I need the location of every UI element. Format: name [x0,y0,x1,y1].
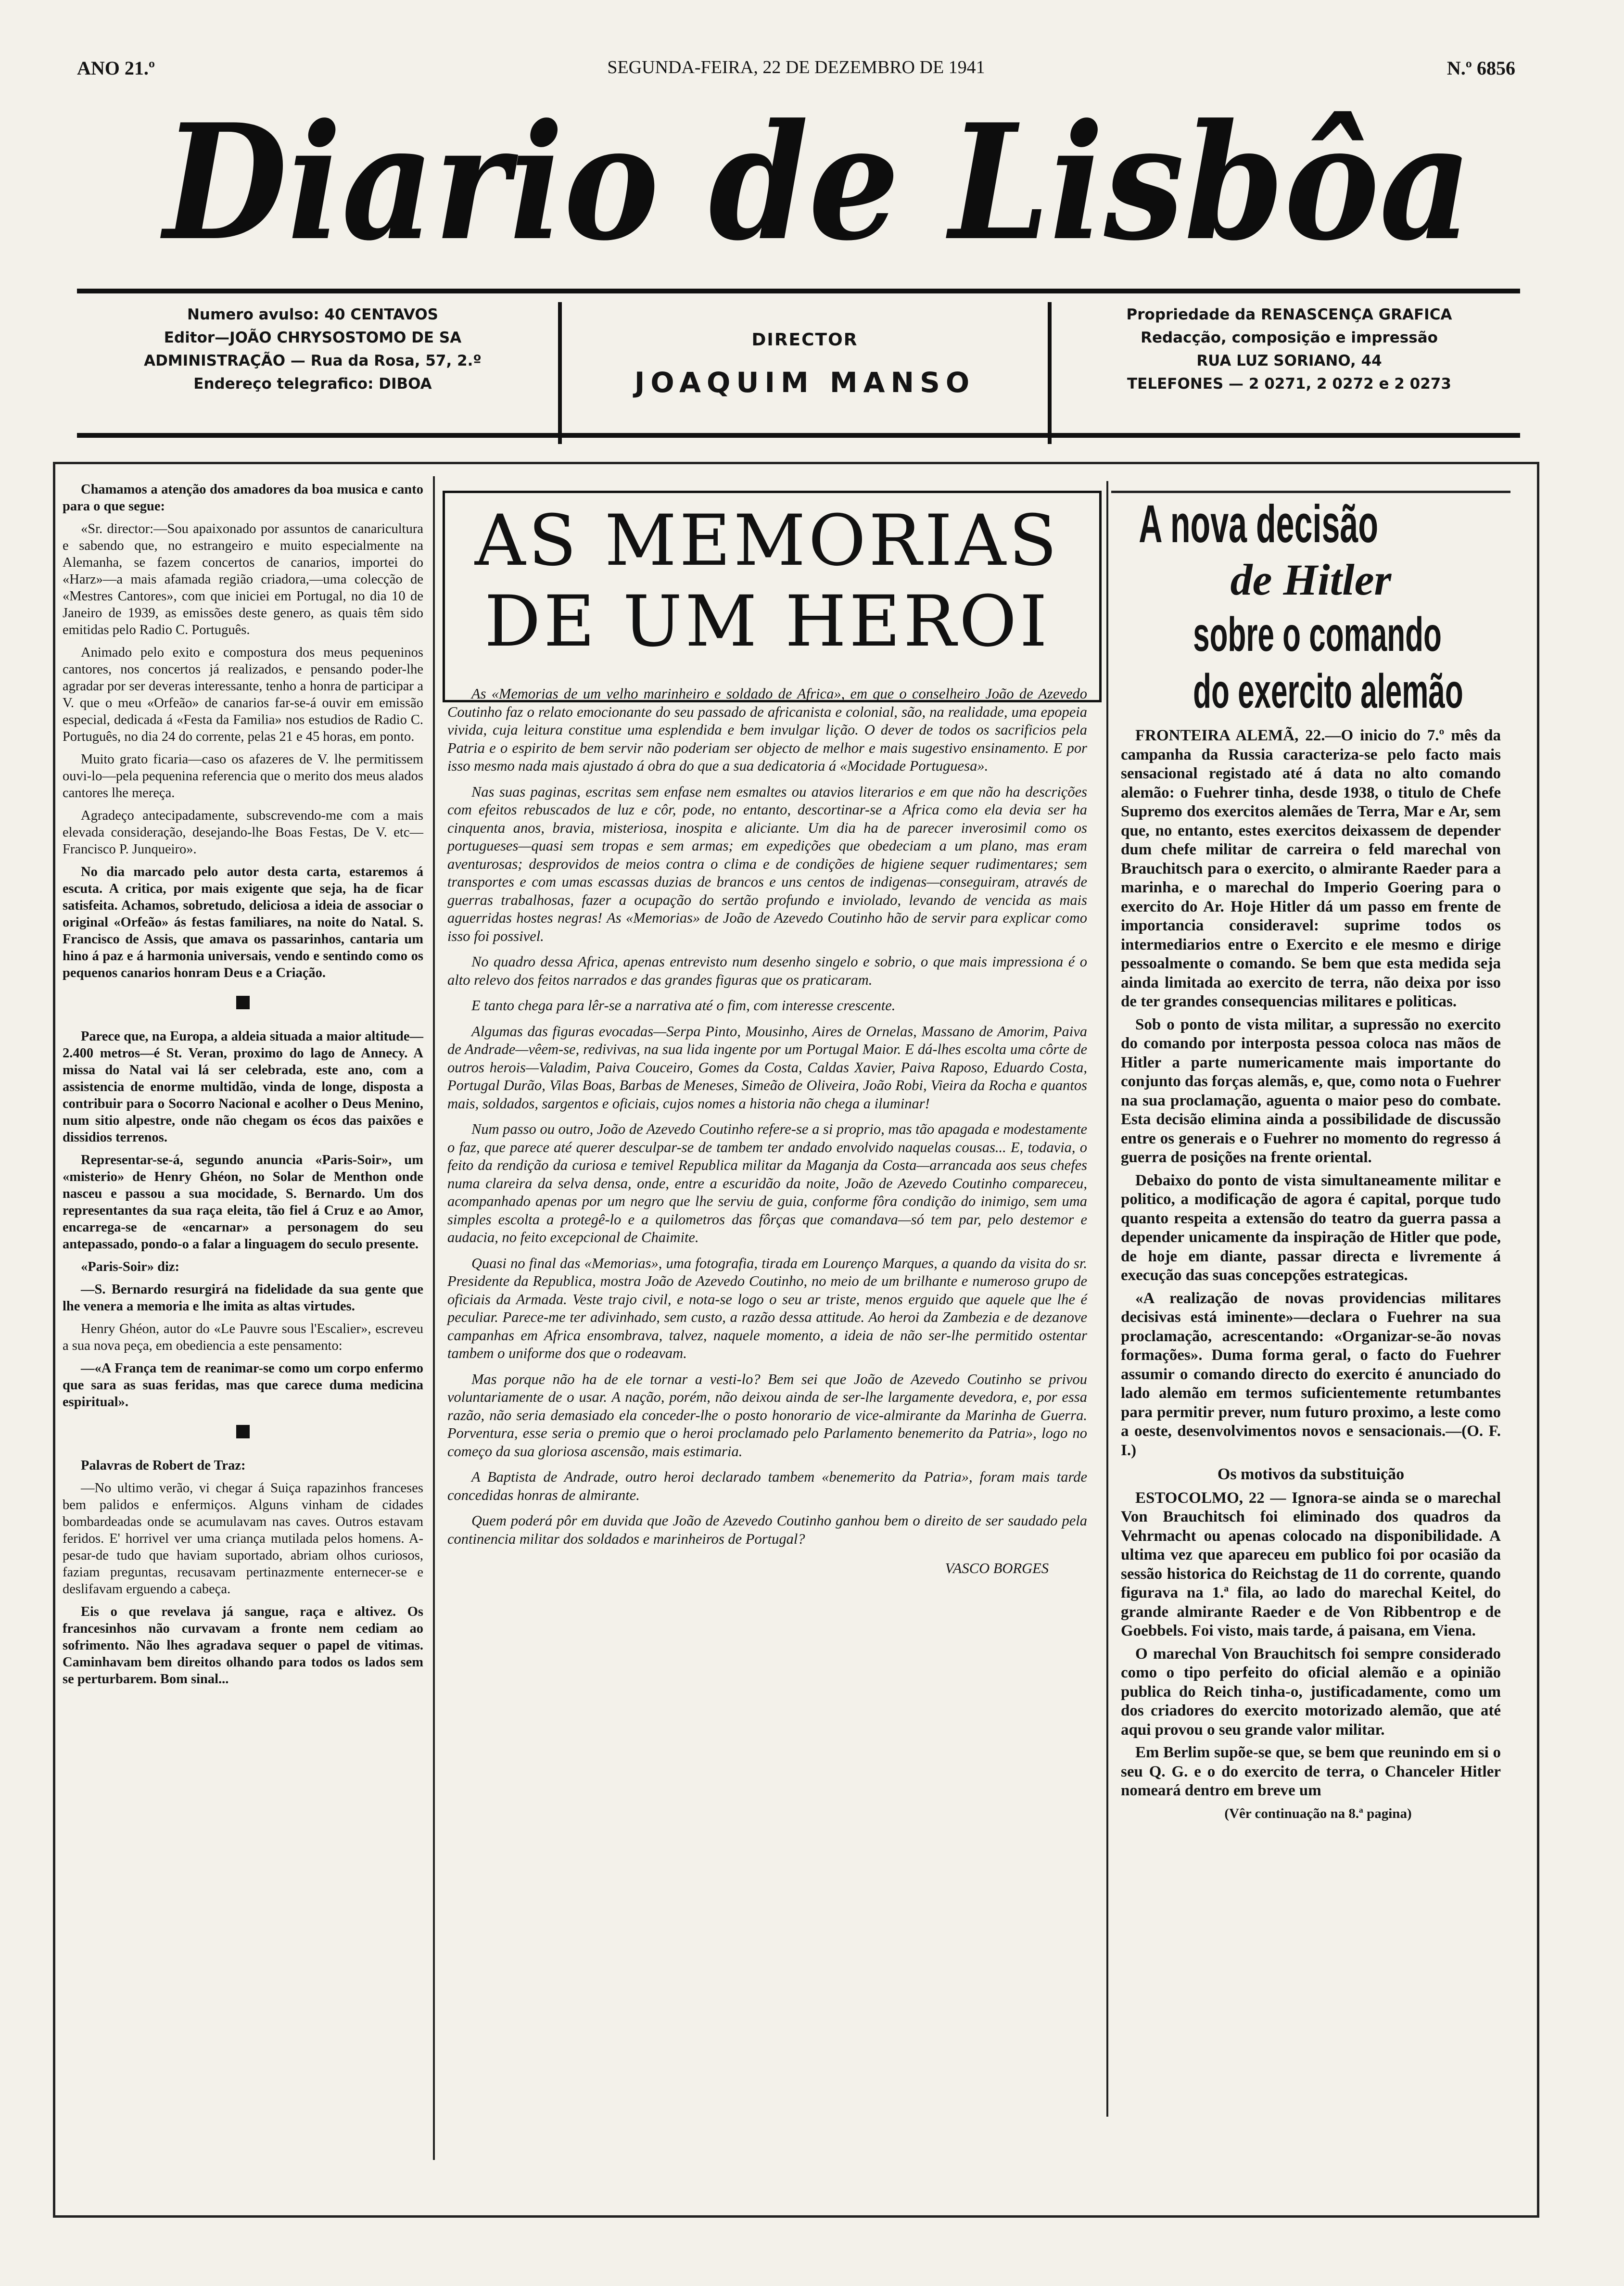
headline-line-3: sobre o comando [1193,608,1442,661]
article-paragraph: Debaixo do ponto de vista simultaneamente militar e politico, a modificação de agora é capital, porque tudo quanto respeita a extensão do teatro da guerra passa a depender unicamente da inspiração de Hitler que pode, de hoje em diante, passar directa e livremente á execução das suas concepções estrategicas. [1121,1171,1501,1284]
story-paragraph: Representar-se-á, segundo anuncia «Paris-Soir», um «misterio» de Henry Ghéon, no Solar de Menthon onde nasceu e passou a sua mocidade, S. Bernardo. Um dos representantes da sua raça eleita, tão fiel á Cruz e ao Amor, encarrega-se de «encarnar» a personagem do seu antepassado, pondo-o a falar a linguagem do seculo presente. [63,1153,423,1252]
director-box [558,302,1052,444]
letter-paragraph: «Sr. director:—Sou apaixonado por assuntos de canaricultura e sabendo que, no estrangeiro e muito especialmente na Alemanha, se fazem concertos de canarios, importei do «Harz»—a mais afamada região criadora,—uma colecção de «Mestres Cantores», com que iniciei em Portugal, no dia 10 de Janeiro de 1939, as emissões deste genero, as quais têm sido emitidas pelo Radio C. Português. [63,521,423,637]
author-signature: VASCO BORGES [945,1560,1049,1576]
continuation-note: (Vêr continuação na 8.ª pagina) [1224,1805,1412,1821]
editor-line: Editor—JOÃO CHRYSOSTOMO DE SA [164,329,462,346]
article-paragraph: Quasi no final das «Memorias», uma fotografia, tirada em Lourenço Marques, a quando da visita do sr. Presidente da Republica, mostra João de Azevedo Coutinho, no meio de um brilhante e numeroso grupo de oficiais da Armada. Veste trajo civil, e nota-se logo o seu ar triste, menos erguido que aquele que lhe é peculiar. Parece-me ter adivinhado, sem custo, a razão dessa attitude. Ao heroi da Zambezia e de dezanove campanhas em Africa ensombrava, talvez, naquele momento, a ideia de não ser-lhe permitido ostentar tambem o uniforme dos que o rodeavam. [447,1255,1087,1361]
director-name: JOAQUIM MANSO [634,366,976,399]
story-paragraph: Parece que, na Europa, a aldeia situada a maior altitude—2.400 metros—é St. Veran, proximo do lago de Annecy. A missa do Natal vai lá ser celebrada, este ano, com a assistencia de enorme multidão, vinda de longe, disposta a contribuir para o Socorro Nacional e acolher o Deus Menino, num sitio alpestre, onde não chegam os écos das paixões e dissidios terrenos. [63,1029,423,1145]
subheading: Os motivos da substituição [1217,1465,1405,1483]
address-line: RUA LUZ SORIANO, 44 [1196,352,1382,369]
story-paragraph: Eis o que revelava já sangue, raça e altivez. Os francesinhos não curvavam a fronte nem cediam ao sofrimento. Não lhes agradava sequer o papel de vitimas. Caminhavam bem direitos olhando para todos os lados sem se perturbarem. Bom sinal... [63,1604,423,1687]
headline-line-1: A nova decisão [1139,495,1378,554]
masthead-title: Diario de Lisbôa [159,89,1472,276]
left-column [63,481,423,1693]
headline-line-2: de Hitler [1230,555,1392,604]
story-paragraph: —«A França tem de reanimar-se como um corpo enfermo que sara as suas feridas, mas que carece duma medicina espiritual». [63,1361,423,1410]
story-paragraph: Palavras de Robert de Traz: [81,1458,246,1473]
letter-paragraph: Animado pelo exito e compostura dos meus pequeninos cantores, nos concertos já realizados, e pensando poder-lhe agradar por ser deveras interessante, tenho a honra de participar a V. que o meu «Orfeão» de canarios far-se-á ouvir em emissão especial, dedicada á «Festa da Familia» nos estudios de Radio C. Português, no dia 24 do corrente, pelas 21 e 45 horas, em ponto. [63,645,423,744]
editorial-note: No dia marcado pelo autor desta carta, estaremos á escuta. A critica, por mais exigente que seja, ha de ficar satisfeita. Achamos, sobretudo, deliciosa a ideia de associar o original «Orfeão» ás festas familiares, na noite do Natal. S. Francisco de Assis, que amava os passarinhos, cantaria um hino á paz e á harmonia universais, vendo e sentindo como os pequenos canarios honram Deus e a Criação. [63,864,423,980]
director-label: DIRECTOR [751,330,858,350]
square-bullet-icon [236,996,250,1009]
article-paragraph: Sob o ponto de vista militar, a supressão no exercito do comando por interposta pessoa coloca nas mãos de Hitler a parte numericamente mais importante do conjunto das forças alemãs, e, que, como nota o Fuehrer na sua proclamação, aguenta o maior peso do combate. Esta decisão elimina ainda a possibilidade de discussão entre os generais e o Fuehrer no momento do regresso á guerra de posições na frente oriental. [1121,1016,1501,1166]
section-separator [63,1425,423,1443]
article-paragraph: Nas suas paginas, escritas sem enfase nem esmaltes ou atavios literarios e em que não ha descrições com efeitos rebuscados de luz e côr, pode, no entanto, descortinar-se a Africa como ela devia ser ha cinquenta anos, bravia, misteriosa, inospita e aliciante. Um dia ha de parecer inverosimil como os portugueses—quasi sem tropas e sem armas; em expedições que obedeciam a um plano, mas eram aventurosas; desprovidos de meios contra o clima e de condições de higiene sequer rudimentares; sem transportes e com umas escassas duzias de brancos e uns centos de indigenas—conseguiram, através de guerras trabalhosas, fazer a ocupação do sertão profundo e inviolado, levando de vencida as mais aguerridas hostes negras! As «Memorias» de João de Azevedo Coutinho hão de servir para explicar como isso foi possivel. [447,783,1087,944]
story-paragraph: «Paris-Soir» diz: [81,1259,180,1274]
phones-line: TELEFONES — 2 0271, 2 0272 e 2 0273 [1127,375,1451,393]
story-paragraph: —No ultimo verão, vi chegar á Suiça rapazinhos franceses bem palidos e enfermiços. Alguns vinham de cidades bombardeadas onde se acumulavam nas caves. Outros estavam feridos. E' horrivel ver uma criança mutilada pelos homens. A-pesar-de tudo que haviam suportado, abriam olhos curiosos, faziam preguntas, recusavam pertinazmente enternecer-se e deslifavam erguendo a cabeça. [63,1481,423,1597]
article-paragraph: O marechal Von Brauchitsch foi sempre considerado como o tipo perfeito do oficial alemão e a opinião publica do Reich tinha-o, justificadamente, como um dos criadores do exercito motorizado alemão, que até aqui provou o seu grande valor militar. [1121,1645,1501,1739]
headline-line-2: DE UM HEROI [484,581,1051,662]
article-paragraph: FRONTEIRA ALEMÃ, 22.—O inicio do 7.º mês da campanha da Russia caracteriza-se pelo facto mais sensacional registado até á data no alto comando alemão: o Fuehrer tinha, desde 1938, o titulo de Chefe Supremo dos exercitos alemães de Terra, Mar e Ar, sem que, no entanto, estes exercitos deixassem de depender dum chefe militar de carreira o feld marechal von Brauchitsch para o exercito, o almirante Raeder para a marinha, e o marechal do Imperio Goering para o exercito do Ar. Hoje Hitler dá um passo em frente de importancia consideravel: suprime todos os intermediarios entre o Exercito e ele mesmo e dirige pessoalmente o comando. Se bem que esta medida seja ainda limitada ao exercito de terra, não deixa por isso de ter grandes consequencias militares e politicas. [1121,727,1501,1010]
letter-paragraph: Muito grato ficaria—caso os afazeres de V. lhe permitissem ouvi-lo—pela pequenina referencia que o merito dos meus alados cantores lhe mereça. [63,752,423,800]
article-paragraph: Algumas das figuras evocadas—Serpa Pinto, Mousinho, Aires de Ornelas, Massano de Amorim, Paiva de Andrade—vêem-se, redivivas, na sua lida ingente por um Portugal Maior. E dá-lhes escolta uma côrte de outros herois—Valadim, Paiva Couceiro, Gomes da Costa, Caldas Xavier, Paiva Raposo, Eduardo Costa, Portugal Durão, Vilas Boas, Barbas de Meneses, Simeão de Oliveira, João Robi, Vieira da Rocha e quantos mais, soldados, sargentos e oficiais, cujos nomes a historia não chega a iluminar! [447,1023,1087,1112]
masthead [144,77,1491,279]
article-paragraph: «A realização de novas providencias militares decisivas está iminente»—declara o Fuehrer na sua proclamação, acrescentando: «Organizar-se-ão novas formações». Duma forma geral, o facto do Fuehrer assumir o comando directo do exercito é anunciado do lado alemão em termos suficientemente retumbantes para permitir prever, num futuro proximo, a leste como a oeste, desenvolvimentos novos e sensacionais.—(O. F. I.) [1121,1289,1501,1459]
issue-date: SEGUNDA-FEIRA, 22 DE DEZEMBRO DE 1941 [607,57,985,77]
left-intro: Chamamos a atenção dos amadores da boa musica e canto para o que segue: [63,482,423,514]
office-line: Redacção, composição e impressão [1141,329,1438,346]
issue-year: ANO 21.º [77,57,155,79]
article-paragraph: Em Berlim supõe-se que, se bem que reunindo em si o seu Q. G. e o do exercito de terra, o Chanceler Hitler nomeará dentro em breve um [1121,1744,1501,1799]
article-paragraph: ESTOCOLMO, 22 — Ignora-se ainda se o marechal Von Brauchitsch foi eliminado dos quadros da Vehrmacht ou apenas colocado na disponibilidade. A ultima vez que apareceu em publico foi por ocasião da sessão historica do Reichstag de 11 do corrente, quando figurava na 1.ª fila, ao lado do marechal Keitel, do grande almirante Raeder e de Von Ribbentrop e de Goebbels. Foi visto, mais tarde, á paisana, em Viena. [1121,1489,1501,1639]
ownership-details [1058,293,1520,443]
letter-paragraph: Agradeço antecipadamente, subscrevendo-me com a mais elevada consideração, desejando-lhe Boas Festas, De V. etc— Francisco P. Junqueiro». [63,808,423,857]
info-bar [77,289,1520,438]
column-rule-right [1106,481,1108,2117]
price-line: Numero avulso: 40 CENTAVOS [187,306,439,323]
article-paragraph: Quem poderá pôr em duvida que João de Azevedo Coutinho ganhou bem o direito de ser saudado pela continencia militar dos soldados e marinheiros de Portugal? [447,1512,1087,1547]
issue-number: N.º 6856 [1446,57,1515,79]
article-paragraph: Mas porque não ha de ele tornar a vesti-lo? Bem sei que João de Azevedo Coutinho se privou voluntariamente de o usar. A nação, porém, não deixou ainda de ser-lhe largamente devedora, e, por essa razão, não seria demasiado ela conceder-lhe o posto honorario de vice-almirante da Marinha de Guerra. Porventura, esse seria o premio que o heroi proclamado pelo Parlamento benemerito da Patria», logo no começo da sua gloriosa ascensão, mais estimaria. [447,1371,1087,1460]
article-paragraph: As «Memorias de um velho marinheiro e soldado de Africa», em que o conselheiro João de Azevedo Coutinho faz o relato emocionante do seu passado de africanista e colonial, são, na realidade, uma epopeia vivida, cuja leitura constitue uma esplendida e bem invulgar lição. O dever de todos os sacrificios pela Patria e o espirito de bem servir não poderiam ser objecto de melhor e mais sugestivo ensinamento. E por isso mesmo nada mais ajustado á obra do que a sua dedicatoria á «Mocidade Portuguesa». [447,686,1087,774]
headline-line-4: do exercito alemão [1193,664,1463,718]
administration-line: ADMINISTRAÇÃO — Rua da Rosa, 57, 2.º [144,352,482,369]
story-paragraph: —S. Bernardo resurgirá na fidelidade da sua gente que lhe venera a memoria e lhe imita as altas virtudes. [63,1282,423,1314]
article-paragraph: A Baptista de Andrade, outro heroi declarado tambem «benemerito da Patria», foram mais tarde concedidas honras de almirante. [447,1469,1087,1503]
telegraph-line: Endereço telegrafico: DIBOA [193,375,432,393]
middle-column [447,500,1087,1586]
square-bullet-icon [236,1425,250,1438]
right-column [1121,495,1501,1827]
article-paragraph: No quadro dessa Africa, apenas entrevisto num desenho singelo e sobrio, o que mais impressiona é o alto relevo dos feitos narrados e das grandes figuras que os praticaram. [447,953,1087,988]
masthead-logo [144,77,1491,279]
headline-rule [1111,491,1510,493]
story-paragraph: Henry Ghéon, autor do «Le Pauvre sous l'Escalier», escreveu a sua nova peça, em obediencia a este pensamento: [63,1321,423,1353]
owner-line: Propriedade da RENASCENÇA GRAFICA [1126,306,1452,323]
section-separator [63,996,423,1014]
column-rule-left [433,476,435,2160]
publication-details [77,293,548,443]
article-paragraph: E tanto chega para lêr-se a narrativa até o fim, com interesse crescente. [471,997,896,1014]
headline-line-1: AS MEMORIAS [474,500,1060,582]
article-paragraph: Num passo ou outro, João de Azevedo Coutinho refere-se a si proprio, mas tão apagada e modestamente o faz, que parece até querer desculpar-se de tambem ter andado envolvido naquelas cousas... E, todavia, o feito da rendição da curiosa e temivel Republica militar da Maganja da Costa—arrancada aos seus chefes numa clareira da selva densa, onde, entre a escuridão da noite, João de Azevedo Coutinho compareceu, acompanhado apenas por um negro que lhe serviu de guia, conforme fôra condição do inimigo, sem uma simples escolta a protegê-lo e a quilometros das fôrças que comandava—só tem par, pelo destemor e audacia, no feito excepcional de Chaimite. [447,1121,1087,1245]
